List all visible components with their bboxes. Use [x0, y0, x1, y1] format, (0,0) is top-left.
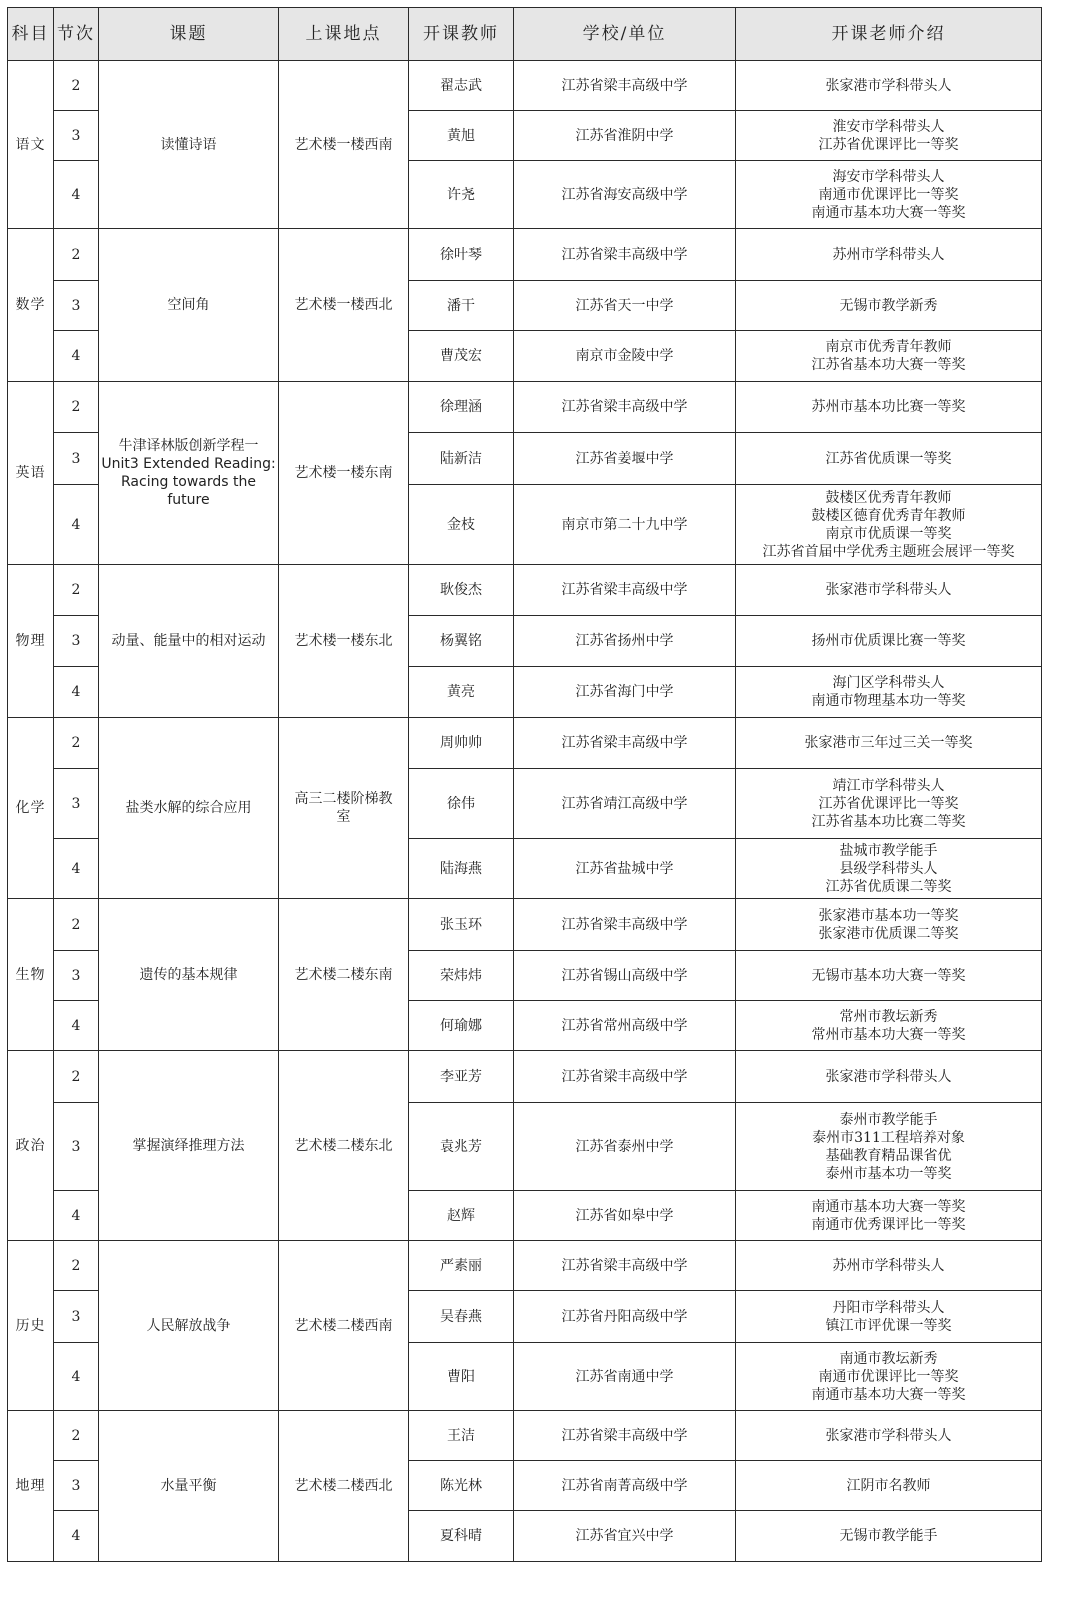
period-cell: 2: [54, 229, 99, 281]
intro-cell: [736, 839, 1042, 899]
intro-cell: [736, 718, 1042, 769]
topic-line: 读懂诗语: [160, 136, 217, 153]
intro-line: 南京市优秀青年教师: [825, 339, 952, 355]
intro-line: 南通市教坛新秀: [839, 1350, 938, 1367]
subject-cell: 生物: [8, 899, 54, 1051]
topic-cell: [99, 565, 279, 718]
intro-cell: [736, 1291, 1042, 1343]
intro-line: 南通市基本功大赛一等奖: [811, 1198, 966, 1215]
period-cell: 3: [54, 1291, 99, 1343]
intro-line: 张家港市优质课二等奖: [818, 925, 959, 942]
school-cell: 江苏省梁丰高级中学: [514, 899, 736, 951]
teacher-cell: 王洁: [409, 1411, 514, 1461]
location-cell: 高三二楼阶梯教室: [279, 718, 409, 899]
location-cell: 艺术楼二楼西北: [279, 1411, 409, 1562]
intro-line: 丹阳市学科带头人: [832, 1299, 945, 1316]
intro-line: 江苏省优课评比一等奖: [818, 795, 959, 812]
intro-line: 泰州市教学能手: [839, 1111, 938, 1128]
intro-cell: [736, 1241, 1042, 1291]
intro-line: 靖江市学科带头人: [832, 777, 945, 794]
topic-cell: [99, 718, 279, 899]
teacher-cell: 金枝: [409, 485, 514, 565]
subject-cell: 地理: [8, 1411, 54, 1562]
intro-cell: [736, 161, 1042, 229]
topic-cell: [99, 229, 279, 382]
period-cell: 3: [54, 281, 99, 331]
intro-line: 江苏省优质课一等奖: [825, 450, 952, 467]
period-cell: 4: [54, 1511, 99, 1562]
topic-line: 掌握演绎推理方法: [132, 1137, 245, 1154]
table-row: [8, 1241, 1042, 1291]
topic-line: 人民解放战争: [146, 1317, 231, 1334]
table-row: [8, 565, 1042, 616]
subject-cell: 化学: [8, 718, 54, 899]
period-cell: 4: [54, 839, 99, 899]
table-row: [8, 382, 1042, 433]
school-cell: 江苏省淮阴中学: [514, 111, 736, 161]
topic-line: Unit3 Extended Reading:: [101, 456, 276, 472]
intro-line: 南通市优课评比一等奖: [818, 186, 959, 203]
intro-line: 江苏省优课评比一等奖: [818, 136, 959, 153]
school-cell: 江苏省梁丰高级中学: [514, 718, 736, 769]
header-period: 节次: [54, 8, 99, 61]
teacher-cell: 徐理涵: [409, 382, 514, 433]
period-cell: 4: [54, 161, 99, 229]
location-cell: 艺术楼一楼东北: [279, 565, 409, 718]
intro-cell: [736, 1103, 1042, 1191]
period-cell: 3: [54, 1461, 99, 1511]
topic-cell: [99, 61, 279, 229]
period-cell: 3: [54, 616, 99, 667]
school-cell: 江苏省梁丰高级中学: [514, 1241, 736, 1291]
period-cell: 2: [54, 1241, 99, 1291]
intro-cell: [736, 1343, 1042, 1411]
period-cell: 2: [54, 382, 99, 433]
intro-line: 基础教育精品课省优: [825, 1147, 952, 1164]
intro-cell: [736, 951, 1042, 1001]
subject-cell: 语文: [8, 61, 54, 229]
intro-cell: [736, 331, 1042, 382]
period-cell: 4: [54, 667, 99, 718]
intro-cell: [736, 1411, 1042, 1461]
header-teacher: 开课教师: [409, 8, 514, 61]
school-cell: 江苏省梁丰高级中学: [514, 1051, 736, 1103]
teacher-cell: 徐叶琴: [409, 229, 514, 281]
intro-line: 江阴市名教师: [846, 1477, 931, 1494]
intro-line: 南京市优质课一等奖: [825, 525, 952, 542]
intro-line: 南通市基本功大赛一等奖: [811, 204, 966, 221]
location-cell: 艺术楼二楼东北: [279, 1051, 409, 1241]
period-cell: 4: [54, 1343, 99, 1411]
teacher-cell: 袁兆芳: [409, 1103, 514, 1191]
school-cell: 江苏省南菁高级中学: [514, 1461, 736, 1511]
period-cell: 2: [54, 718, 99, 769]
intro-cell: [736, 1511, 1042, 1562]
school-cell: 南京市第二十九中学: [514, 485, 736, 565]
school-cell: 江苏省宜兴中学: [514, 1511, 736, 1562]
school-cell: 江苏省靖江高级中学: [514, 769, 736, 839]
intro-cell: [736, 382, 1042, 433]
teacher-cell: 陆新洁: [409, 433, 514, 485]
school-cell: 江苏省梁丰高级中学: [514, 1411, 736, 1461]
location-cell: 艺术楼一楼东南: [279, 382, 409, 565]
period-cell: 4: [54, 1001, 99, 1051]
period-cell: 3: [54, 951, 99, 1001]
topic-line: Racing towards the future: [121, 474, 256, 508]
school-cell: 江苏省常州高级中学: [514, 1001, 736, 1051]
teacher-cell: 徐伟: [409, 769, 514, 839]
intro-line: 张家港市三年过三关一等奖: [804, 735, 973, 751]
teacher-cell: 许尧: [409, 161, 514, 229]
teacher-cell: 耿俊杰: [409, 565, 514, 616]
teacher-cell: 翟志武: [409, 61, 514, 111]
school-cell: 江苏省海门中学: [514, 667, 736, 718]
teacher-cell: 严素丽: [409, 1241, 514, 1291]
location-cell: 艺术楼二楼西南: [279, 1241, 409, 1411]
intro-cell: [736, 229, 1042, 281]
teacher-cell: 杨翼铭: [409, 616, 514, 667]
intro-cell: [736, 899, 1042, 951]
schedule-body: [8, 61, 1042, 1562]
table-row: [8, 1411, 1042, 1461]
topic-cell: [99, 899, 279, 1051]
intro-line: 县级学科带头人: [839, 860, 938, 877]
teacher-cell: 曹茂宏: [409, 331, 514, 382]
period-cell: 3: [54, 769, 99, 839]
teacher-cell: 陈光林: [409, 1461, 514, 1511]
topic-cell: [99, 1241, 279, 1411]
period-cell: 4: [54, 485, 99, 565]
intro-line: 无锡市教学新秀: [839, 297, 938, 314]
topic-line: 水量平衡: [160, 1478, 217, 1494]
intro-line: 扬州市优质课比赛一等奖: [811, 633, 966, 649]
intro-line: 盐城市教学能手: [839, 842, 938, 859]
school-cell: 江苏省丹阳高级中学: [514, 1291, 736, 1343]
location-cell: 艺术楼一楼西北: [279, 229, 409, 382]
header-location: 上课地点: [279, 8, 409, 61]
teacher-cell: 赵辉: [409, 1191, 514, 1241]
header-row: [8, 8, 1042, 61]
table-row: [8, 718, 1042, 769]
intro-line: 张家港市基本功一等奖: [818, 907, 959, 924]
period-cell: 3: [54, 111, 99, 161]
subject-cell: 物理: [8, 565, 54, 718]
topic-line: 动量、能量中的相对运动: [111, 633, 266, 649]
school-cell: 江苏省泰州中学: [514, 1103, 736, 1191]
intro-line: 南通市优秀课评比一等奖: [811, 1216, 966, 1233]
header-school: 学校/单位: [514, 8, 736, 61]
intro-line: 苏州市基本功比赛一等奖: [811, 399, 966, 415]
teacher-cell: 周帅帅: [409, 718, 514, 769]
teacher-cell: 黄亮: [409, 667, 514, 718]
school-cell: 江苏省盐城中学: [514, 839, 736, 899]
topic-cell: [99, 1051, 279, 1241]
period-cell: 2: [54, 1411, 99, 1461]
period-cell: 4: [54, 331, 99, 382]
school-cell: 江苏省天一中学: [514, 281, 736, 331]
teacher-cell: 何瑜娜: [409, 1001, 514, 1051]
school-cell: 南京市金陵中学: [514, 331, 736, 382]
intro-cell: [736, 111, 1042, 161]
teacher-cell: 荣炜炜: [409, 951, 514, 1001]
intro-line: 鼓楼区优秀青年教师: [825, 489, 952, 506]
intro-cell: [736, 433, 1042, 485]
intro-line: 张家港市学科带头人: [825, 77, 952, 94]
intro-cell: [736, 769, 1042, 839]
topic-line: 牛津译林版创新学程一: [118, 438, 259, 454]
topic-line: 盐类水解的综合应用: [125, 800, 252, 816]
intro-line: 无锡市基本功大赛一等奖: [811, 967, 966, 984]
intro-line: 江苏省首届中学优秀主题班会展评一等奖: [762, 543, 1015, 560]
intro-cell: [736, 1461, 1042, 1511]
location-cell: 艺术楼一楼西南: [279, 61, 409, 229]
intro-line: 苏州市学科带头人: [832, 246, 945, 263]
table-row: [8, 61, 1042, 111]
teacher-cell: 张玉环: [409, 899, 514, 951]
intro-line: 江苏省优质课二等奖: [825, 878, 952, 895]
intro-cell: [736, 667, 1042, 718]
intro-line: 张家港市学科带头人: [825, 1068, 952, 1085]
school-cell: 江苏省梁丰高级中学: [514, 565, 736, 616]
intro-line: 南通市优课评比一等奖: [818, 1368, 959, 1385]
intro-line: 镇江市评优课一等奖: [825, 1317, 952, 1334]
intro-line: 海安市学科带头人: [832, 168, 945, 185]
teacher-cell: 李亚芳: [409, 1051, 514, 1103]
intro-line: 无锡市教学能手: [839, 1528, 938, 1544]
intro-cell: [736, 485, 1042, 565]
intro-cell: [736, 1001, 1042, 1051]
school-cell: 江苏省梁丰高级中学: [514, 61, 736, 111]
teacher-cell: 吴春燕: [409, 1291, 514, 1343]
topic-line: 遗传的基本规律: [139, 966, 238, 983]
school-cell: 江苏省如皋中学: [514, 1191, 736, 1241]
teacher-cell: 夏科晴: [409, 1511, 514, 1562]
intro-line: 南通市物理基本功一等奖: [811, 693, 966, 709]
intro-line: 苏州市学科带头人: [832, 1257, 945, 1274]
subject-cell: 政治: [8, 1051, 54, 1241]
intro-cell: [736, 1051, 1042, 1103]
intro-line: 常州市教坛新秀: [839, 1008, 938, 1025]
intro-line: 泰州市基本功一等奖: [825, 1165, 952, 1182]
period-cell: 2: [54, 899, 99, 951]
location-cell: 艺术楼二楼东南: [279, 899, 409, 1051]
school-cell: 江苏省扬州中学: [514, 616, 736, 667]
subject-cell: 历史: [8, 1241, 54, 1411]
intro-line: 南通市基本功大赛一等奖: [811, 1386, 966, 1403]
table-row: [8, 1051, 1042, 1103]
teacher-cell: 陆海燕: [409, 839, 514, 899]
period-cell: 3: [54, 433, 99, 485]
school-cell: 江苏省南通中学: [514, 1343, 736, 1411]
teacher-cell: 曹阳: [409, 1343, 514, 1411]
intro-cell: [736, 565, 1042, 616]
header-intro: 开课老师介绍: [736, 8, 1042, 61]
intro-cell: [736, 616, 1042, 667]
table-row: [8, 229, 1042, 281]
school-cell: 江苏省姜堰中学: [514, 433, 736, 485]
period-cell: 2: [54, 61, 99, 111]
teacher-cell: 潘干: [409, 281, 514, 331]
period-cell: 4: [54, 1191, 99, 1241]
topic-line: 空间角: [167, 297, 210, 313]
school-cell: 江苏省海安高级中学: [514, 161, 736, 229]
subject-cell: 数学: [8, 229, 54, 382]
header-subject: 科目: [8, 8, 54, 61]
intro-line: 张家港市学科带头人: [825, 582, 952, 598]
school-cell: 江苏省梁丰高级中学: [514, 382, 736, 433]
intro-line: 常州市基本功大赛一等奖: [811, 1026, 966, 1043]
intro-line: 淮安市学科带头人: [832, 118, 945, 135]
topic-cell: [99, 382, 279, 565]
intro-line: 海门区学科带头人: [832, 675, 945, 691]
intro-cell: [736, 281, 1042, 331]
school-cell: 江苏省梁丰高级中学: [514, 229, 736, 281]
table-row: [8, 899, 1042, 951]
period-cell: 2: [54, 565, 99, 616]
intro-cell: [736, 61, 1042, 111]
period-cell: 3: [54, 1103, 99, 1191]
schedule-table: [7, 7, 1042, 1562]
period-cell: 2: [54, 1051, 99, 1103]
intro-line: 泰州市311工程培养对象: [812, 1129, 965, 1146]
intro-line: 鼓楼区德育优秀青年教师: [811, 507, 966, 524]
intro-cell: [736, 1191, 1042, 1241]
topic-cell: [99, 1411, 279, 1562]
intro-line: 江苏省基本功大赛一等奖: [811, 357, 966, 373]
teacher-cell: 黄旭: [409, 111, 514, 161]
header-topic: 课题: [99, 8, 279, 61]
school-cell: 江苏省锡山高级中学: [514, 951, 736, 1001]
intro-line: 江苏省基本功比赛二等奖: [811, 813, 966, 830]
subject-cell: 英语: [8, 382, 54, 565]
intro-line: 张家港市学科带头人: [825, 1427, 952, 1444]
